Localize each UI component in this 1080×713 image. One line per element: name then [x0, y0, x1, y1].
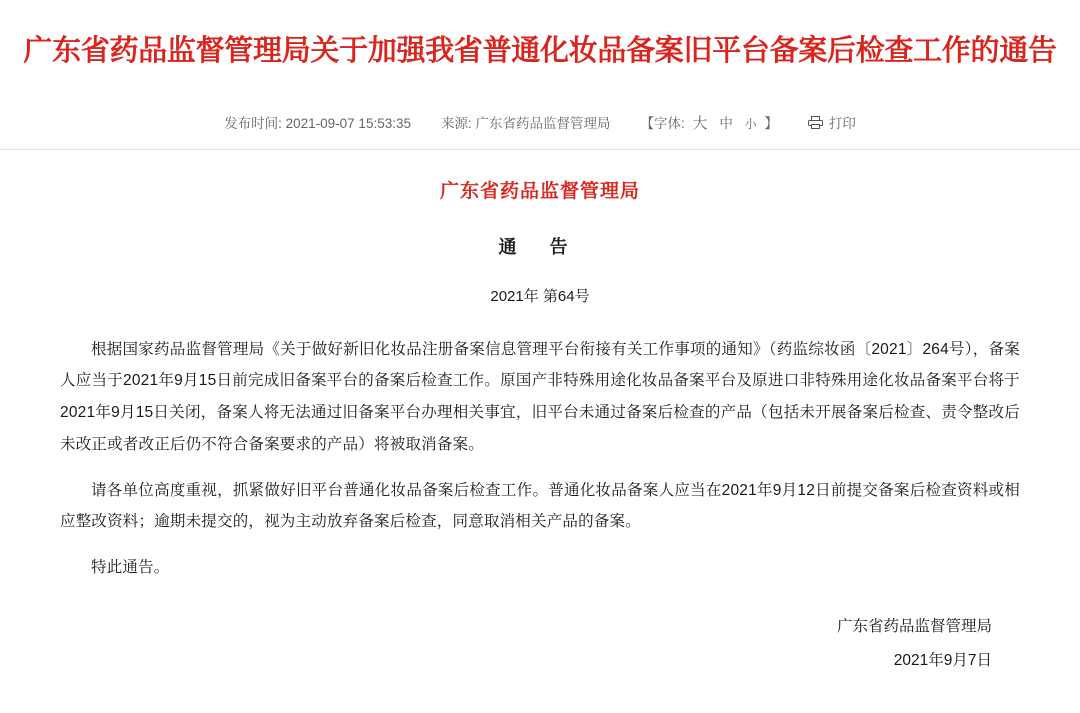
print-label: 打印: [828, 116, 856, 132]
document-body: [0, 150, 1080, 679]
font-size-switcher: [641, 112, 778, 133]
font-size-large[interactable]: 大: [692, 114, 708, 132]
source: 来源: 广东省药品监督管理局: [440, 116, 611, 132]
font-size-small[interactable]: 小: [744, 116, 757, 131]
document-number: 2021年 第64号: [490, 287, 590, 305]
paragraph: 特此通告。: [91, 559, 170, 577]
printer-icon: [808, 116, 823, 129]
publish-time: 发布时间: 2021-09-07 15:53:35: [224, 116, 411, 132]
page-title: 广东省药品监督管理局关于加强我省普通化妆品备案旧平台备案后检查工作的通告: [23, 33, 1057, 68]
document-type: 通 告: [498, 236, 582, 257]
issuing-organization: 广东省药品监督管理局: [439, 179, 640, 202]
signature-date: 2021年9月7日: [893, 652, 992, 670]
title-bar: [0, 0, 1080, 94]
paragraph: 根据国家药品监督管理局《关于做好新旧化妆品注册备案信息管理平台衔接有关工作事项的通知》（药监综妆函〔2021〕264号），备案人应当于2021年9月15日前完成旧备案平台的备案后检查工作。原国产非特殊用途化妆品备案平台及原进口非特殊用途化妆品备案平台将于2021年9月15日关闭，备案人将无法通过旧备案平台办理相关事宜，旧平台未通过备案后检查的产品（包括未开展备案后检查、责令整改后未改正或者改正后仍不符合备案要求的产品）将被取消备案。: [60, 340, 1020, 453]
print-button[interactable]: [808, 112, 856, 132]
signature-organization: 广东省药品监督管理局: [836, 618, 992, 635]
signature-block: [60, 610, 1020, 678]
font-size-label: 【字体:: [640, 115, 685, 131]
meta-bar: [0, 94, 1080, 150]
paragraph: 请各单位高度重视，抓紧做好旧平台普通化妆品备案后检查工作。普通化妆品备案人应当在2021年9月12日前提交备案后检查资料或相应整改资料；逾期未提交的，视为主动放弃备案后检查，同意取消相关产品的备案。: [60, 481, 1020, 531]
font-size-medium[interactable]: 中: [719, 115, 733, 131]
font-size-label-end: 】: [764, 115, 778, 131]
